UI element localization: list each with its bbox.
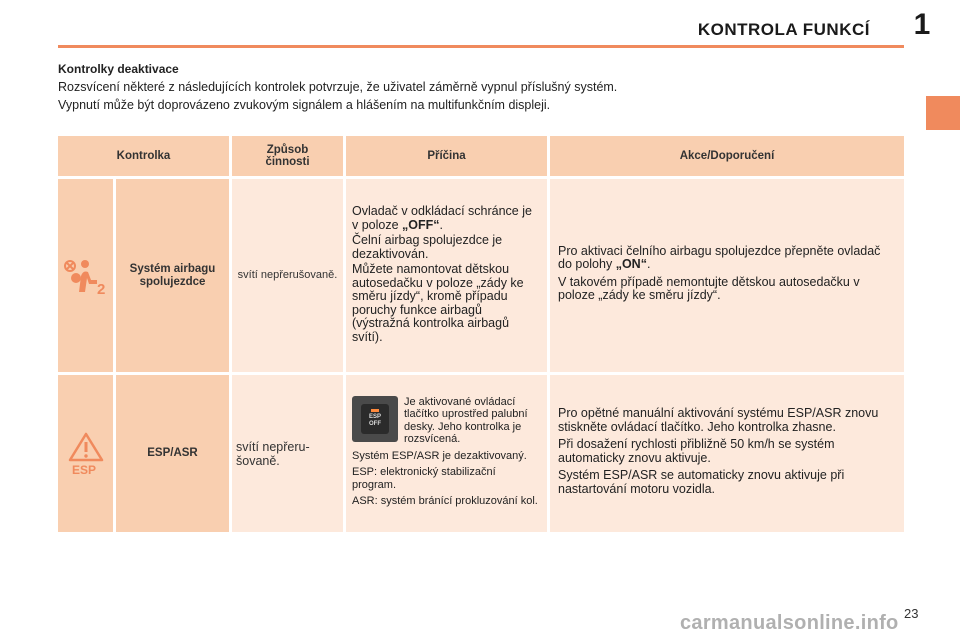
- mode-cell: [232, 179, 346, 375]
- esp-button-label: ESP OFF: [368, 414, 381, 427]
- section-title: Kontrolky deaktivace: [58, 62, 179, 76]
- indicator-table: [58, 136, 904, 535]
- action-cell: [550, 375, 904, 535]
- cause-line: Ovladač v odkládací schránce je v poloze „OFF“.: [352, 204, 532, 232]
- cause-line: Můžete namontovat dětskou autosedačku v poloze „zády ke směru jízdy“, kromě případu poruchy funkce airbagů (výstražná kontrolka airbagů svítí).: [352, 262, 524, 344]
- action-line: Systém ESP/ASR se automaticky znovu aktivuje při nastartování motoru vozidla.: [558, 468, 845, 496]
- table-row: [58, 375, 904, 535]
- esp-warning-icon: [58, 375, 116, 535]
- watermark: carmanualsonline.info: [680, 612, 899, 634]
- cause-line: ASR: systém bránící prokluzování kol.: [352, 495, 538, 507]
- table-row: [58, 179, 904, 375]
- cause-cell: [346, 179, 550, 375]
- system-name: Systém airbagu spolujezdce: [129, 262, 216, 288]
- cause-line: Systém ESP/ASR je dezaktivovaný.: [352, 449, 527, 462]
- page-number: 23: [904, 606, 919, 621]
- airbag-off-icon: [58, 179, 116, 375]
- header-kontrolka: Kontrolka: [58, 136, 232, 179]
- action-line: Při dosažení rychlosti přibližně 50 km/h se systém automaticky znovu aktivuje.: [558, 437, 835, 465]
- cause-line: Je aktivované ovládací tlačítko uprostřed palubní desky. Jeho kontrolka je rozsvícená.: [404, 395, 528, 445]
- table-header-row: [58, 136, 904, 179]
- intro-line-2: Vypnutí může být doprovázeno zvukovým signálem a hlášením na multifunkčním displeji.: [58, 98, 551, 112]
- action-line: Pro opětné manuální aktivování systému ESP/ASR znovu stiskněte ovládací tlačítko. Jeho kontrolka zhasne.: [558, 406, 879, 434]
- chapter-number: 1: [913, 8, 931, 41]
- mode-text: svítí nepřeru-šovaně.: [236, 439, 310, 468]
- svg-text:ESP: ESP: [71, 462, 96, 476]
- cause-line: Čelní airbag spolujezdce je dezaktivován.: [352, 233, 503, 261]
- svg-text:2: 2: [96, 280, 105, 296]
- header-zpusob: Způsob činnosti: [232, 136, 346, 179]
- cause-line: ESP: elektronický stabilizační program.: [352, 466, 496, 491]
- intro-line-1: Rozsvícení některé z následujících kontrolek potvrzuje, že uživatel záměrně vypnul příslušný systém.: [58, 80, 618, 94]
- header-pricina: Příčina: [346, 136, 550, 179]
- action-line: V takovém případě nemontujte dětskou autosedačku v poloze „zády ke směru jízdy“.: [558, 274, 860, 302]
- system-name-cell: [116, 375, 232, 535]
- section-intro: [58, 78, 858, 114]
- cause-cell: [346, 375, 550, 535]
- esp-off-button-image: [352, 396, 398, 442]
- system-name-cell: [116, 179, 232, 375]
- action-cell: [550, 179, 904, 375]
- system-name: ESP/ASR: [147, 447, 198, 459]
- page-header-title: KONTROLA FUNKCÍ: [697, 20, 870, 39]
- mode-text: svítí nepřerušovaně.: [237, 269, 338, 281]
- mode-cell: [232, 375, 346, 535]
- action-line: Pro aktivaci čelního airbagu spolujezdce přepněte ovladač do polohy „ON“.: [558, 243, 881, 271]
- chapter-tab: [926, 96, 960, 130]
- header-akce: Akce/Doporučení: [550, 136, 904, 179]
- header-divider: [58, 45, 904, 48]
